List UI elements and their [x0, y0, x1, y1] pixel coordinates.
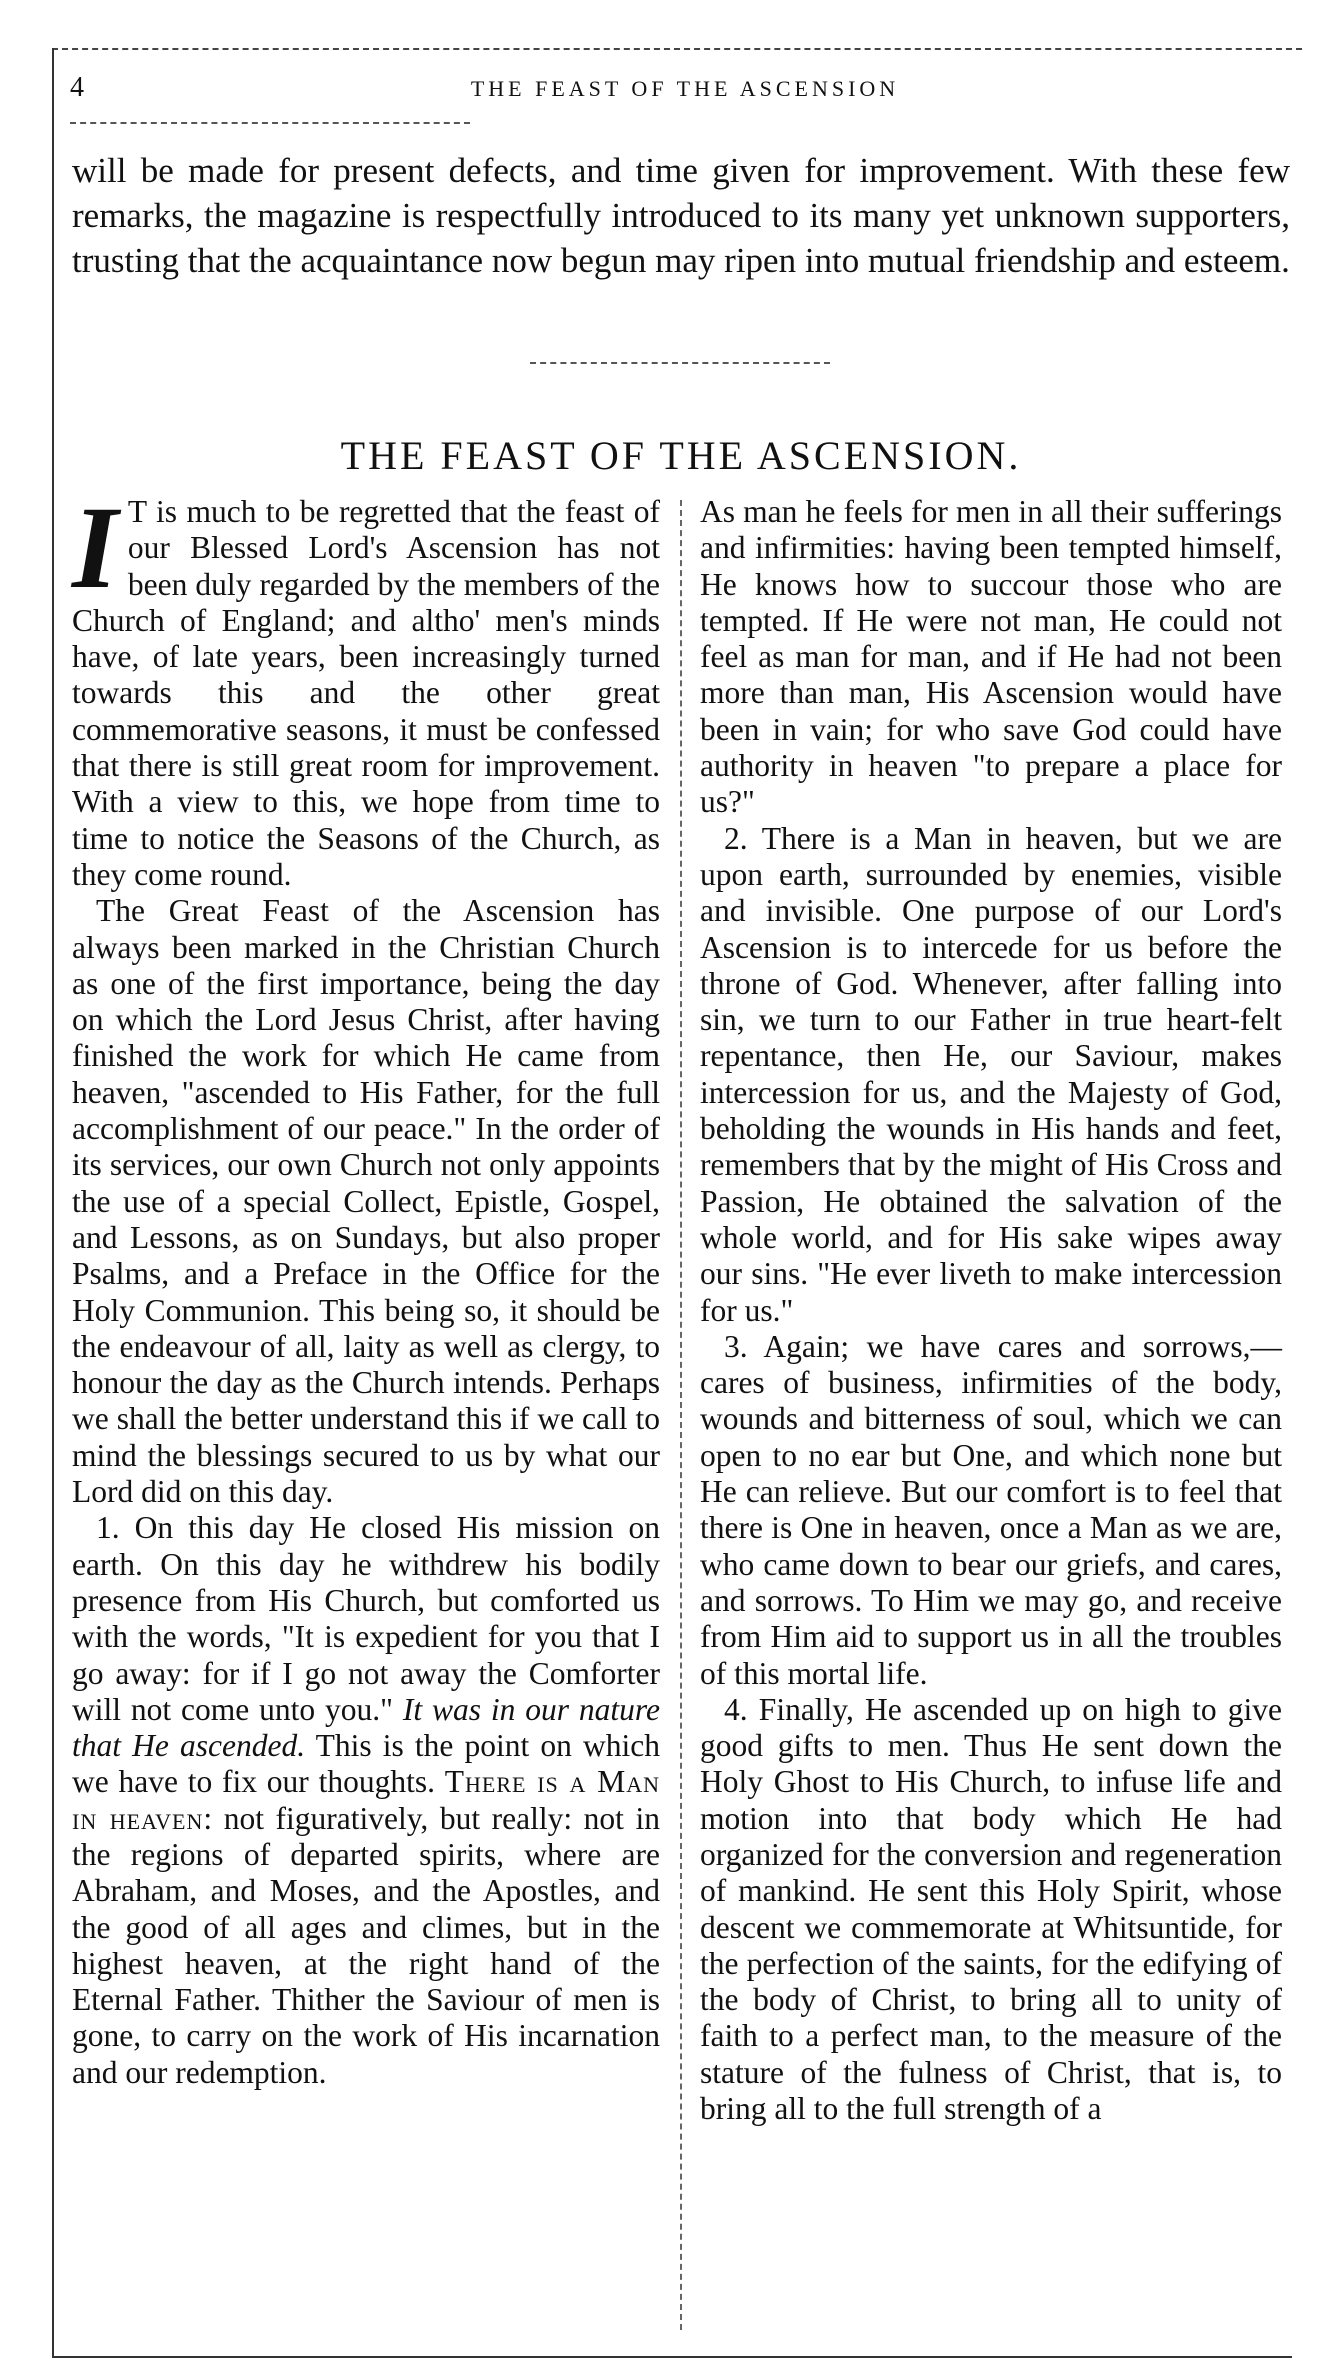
- paragraph-point-4: 4. Finally, He ascended up on high to give good gifts to men. Thus He sent down the Holy Ghost to His Church, to infuse life and motion into that body which He had organized for the conversion and regeneration of mankind. He sent this Holy Spirit, whose descent we commemorate at Whitsuntide, for the perfection of the saints, for the edifying of the body of Christ, to bring all to unity of faith to a perfect man, to the measure of the stature of the fulness of Christ, that is, to bring all to the full strength of a: [700, 1691, 1282, 2127]
- paragraph-point-3: 3. Again; we have cares and sorrows,—cares of business, infirmities of the body, wounds and bitterness of soul, which we can open to no ear but One, and which none but He can relieve. But our comfort is to feel that there is One in heaven, once a Man as we are, who came down to bear our griefs, and cares, and sorrows. To Him we may go, and receive from Him aid to support us in all the troubles of this mortal life.: [700, 1328, 1282, 1691]
- column-divider: [680, 500, 682, 2330]
- point-1-italic: It was in our nature that He ascended.: [72, 1691, 660, 1764]
- page-header: [70, 72, 1300, 108]
- page-number: 4: [70, 72, 84, 103]
- left-border-rule: [52, 48, 54, 2356]
- intro-paragraph: will be made for present defects, and time given for improvement. With these few remarks, the magazine is respectfully introduced to its many yet unknown supporters, trusting that the acquaintance now begun may ripen into mutual friendship and esteem.: [72, 151, 1290, 280]
- paragraph-point-2: 2. There is a Man in heaven, but we are upon earth, surrounded by enemies, visible and invisible. One purpose of our Lord's Ascension is to intercede for us before the throne of God. Whenever, after falling into sin, we turn to our Father in true heart-felt repentance, then He, our Saviour, makes intercession for us, and the Majesty of God, beholding the wounds in His hands and feet, remembers that by the might of His Cross and Passion, He obtained the salvation of the whole world, and for His sake wipes away our sins. "He ever liveth to make intercession for us.": [700, 820, 1282, 1328]
- paragraph-opening: [72, 482, 660, 893]
- point-1-text-b: This is the point on which we have to fix our thoughts.: [72, 1728, 661, 1800]
- top-border-rule: [52, 48, 1302, 50]
- point-1-text-c: : not figuratively, but really: not in the regions of departed spirits, where are Abraham, and Moses, and the Apostles, and the good of all ages and climes, but in the highest heaven, at the right hand of the Eternal Father. Thither the Saviour of men is gone, to carry on the work of His incarnation and our redemption.: [72, 1800, 660, 2090]
- paragraph-feast: The Great Feast of the Ascension has always been marked in the Christian Church as one of the first importance, being the day on which the Lord Jesus Christ, after having finished the work for which He came from heaven, "ascended to His Father, for the full accomplishment of our peace." In the order of its services, our own Church not only appoints the use of a special Collect, Epistle, Gospel, and Lessons, as on Sundays, but also proper Psalms, and a Preface in the Office for the Holy Communion. This being so, it should be the endeavour of all, laity as well as clergy, to honour the day as the Church intends. Perhaps we shall the better understand this if we call to mind the blessings secured to us by what our Lord did on this day.: [72, 893, 660, 1510]
- point-1-text-a: 1. On this day He closed His mission on earth. On this day he withdrew his bodily presence from His Church, but comforted us with the words, "It is expedient for you that I go away: for if I go not away the Comforter will not come unto you.": [72, 1510, 660, 1727]
- running-head: THE FEAST OF THE ASCENSION: [470, 76, 900, 101]
- left-column: [72, 482, 661, 2091]
- header-rule: [70, 122, 470, 124]
- bottom-border-rule: [52, 2356, 1292, 2358]
- paragraph-point-1: [72, 1510, 660, 2091]
- paragraph-as-man: As man he feels for men in all their sufferings and infirmities: having been tempted himself, He knows how to succour those who are tempted. If He were not man, He could not feel as man for man, and if He had not been more than man, His Ascension would have been in vain; for who save God could have authority in heaven "to prepare a place for us?": [700, 494, 1282, 820]
- point-1-smallcaps: There is a Man in heaven: [72, 1764, 661, 1836]
- right-column: [700, 494, 1282, 2127]
- section-divider: [530, 362, 830, 364]
- paragraph-opening-text: T is much to be regretted that the feast of our Blessed Lord's Ascension has not been duly regarded by the members of the Church of England; and altho' men's minds have, of late years, been increasingly turned towards this and the other great commemorative seasons, it must be confessed that there is still great room for improvement. With a view to this, we hope from time to time to notice the Seasons of the Church, as they come round.: [72, 494, 660, 892]
- article-title: THE FEAST OF THE ASCENSION.: [340, 433, 1022, 478]
- drop-cap: I: [72, 482, 118, 613]
